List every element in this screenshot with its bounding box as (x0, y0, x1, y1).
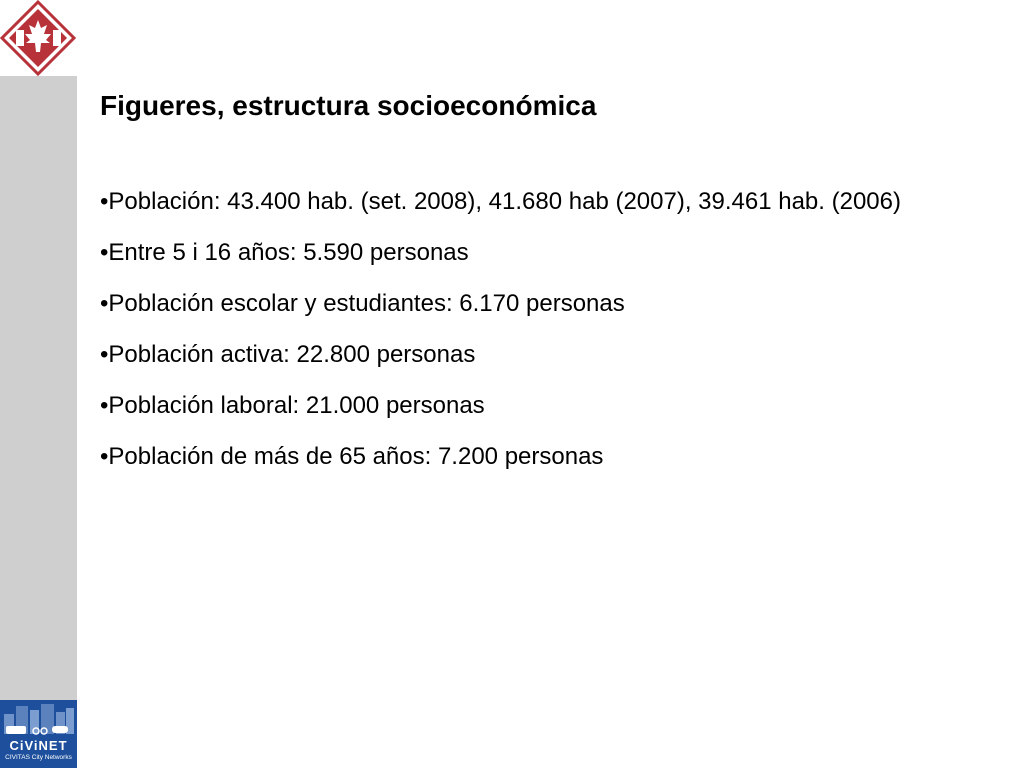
page-title: Figueres, estructura socioeconómica (100, 90, 597, 121)
city-transport-icon (0, 700, 77, 738)
logo-brand-text: CiViNET (9, 738, 68, 753)
list-item: • Población escolar y estudiantes: 6.170 personas (100, 288, 980, 320)
logo-tagline: CIVITAS City Networks (5, 754, 72, 761)
list-item: • Población de más de 65 años: 7.200 personas (100, 441, 980, 473)
list-item: • Población activa: 22.800 personas (100, 339, 980, 371)
sidebar-bar (0, 76, 77, 700)
maple-leaf-diamond-icon (0, 0, 77, 76)
bullet-list (100, 186, 980, 492)
list-item: • Entre 5 i 16 años: 5.590 personas (100, 237, 980, 269)
list-item: • Población: 43.400 hab. (set. 2008), 41.680 hab (2007), 39.461 hab. (2006) (100, 186, 980, 218)
list-item: • Población laboral: 21.000 personas (100, 390, 980, 422)
civinet-logo (0, 700, 77, 768)
